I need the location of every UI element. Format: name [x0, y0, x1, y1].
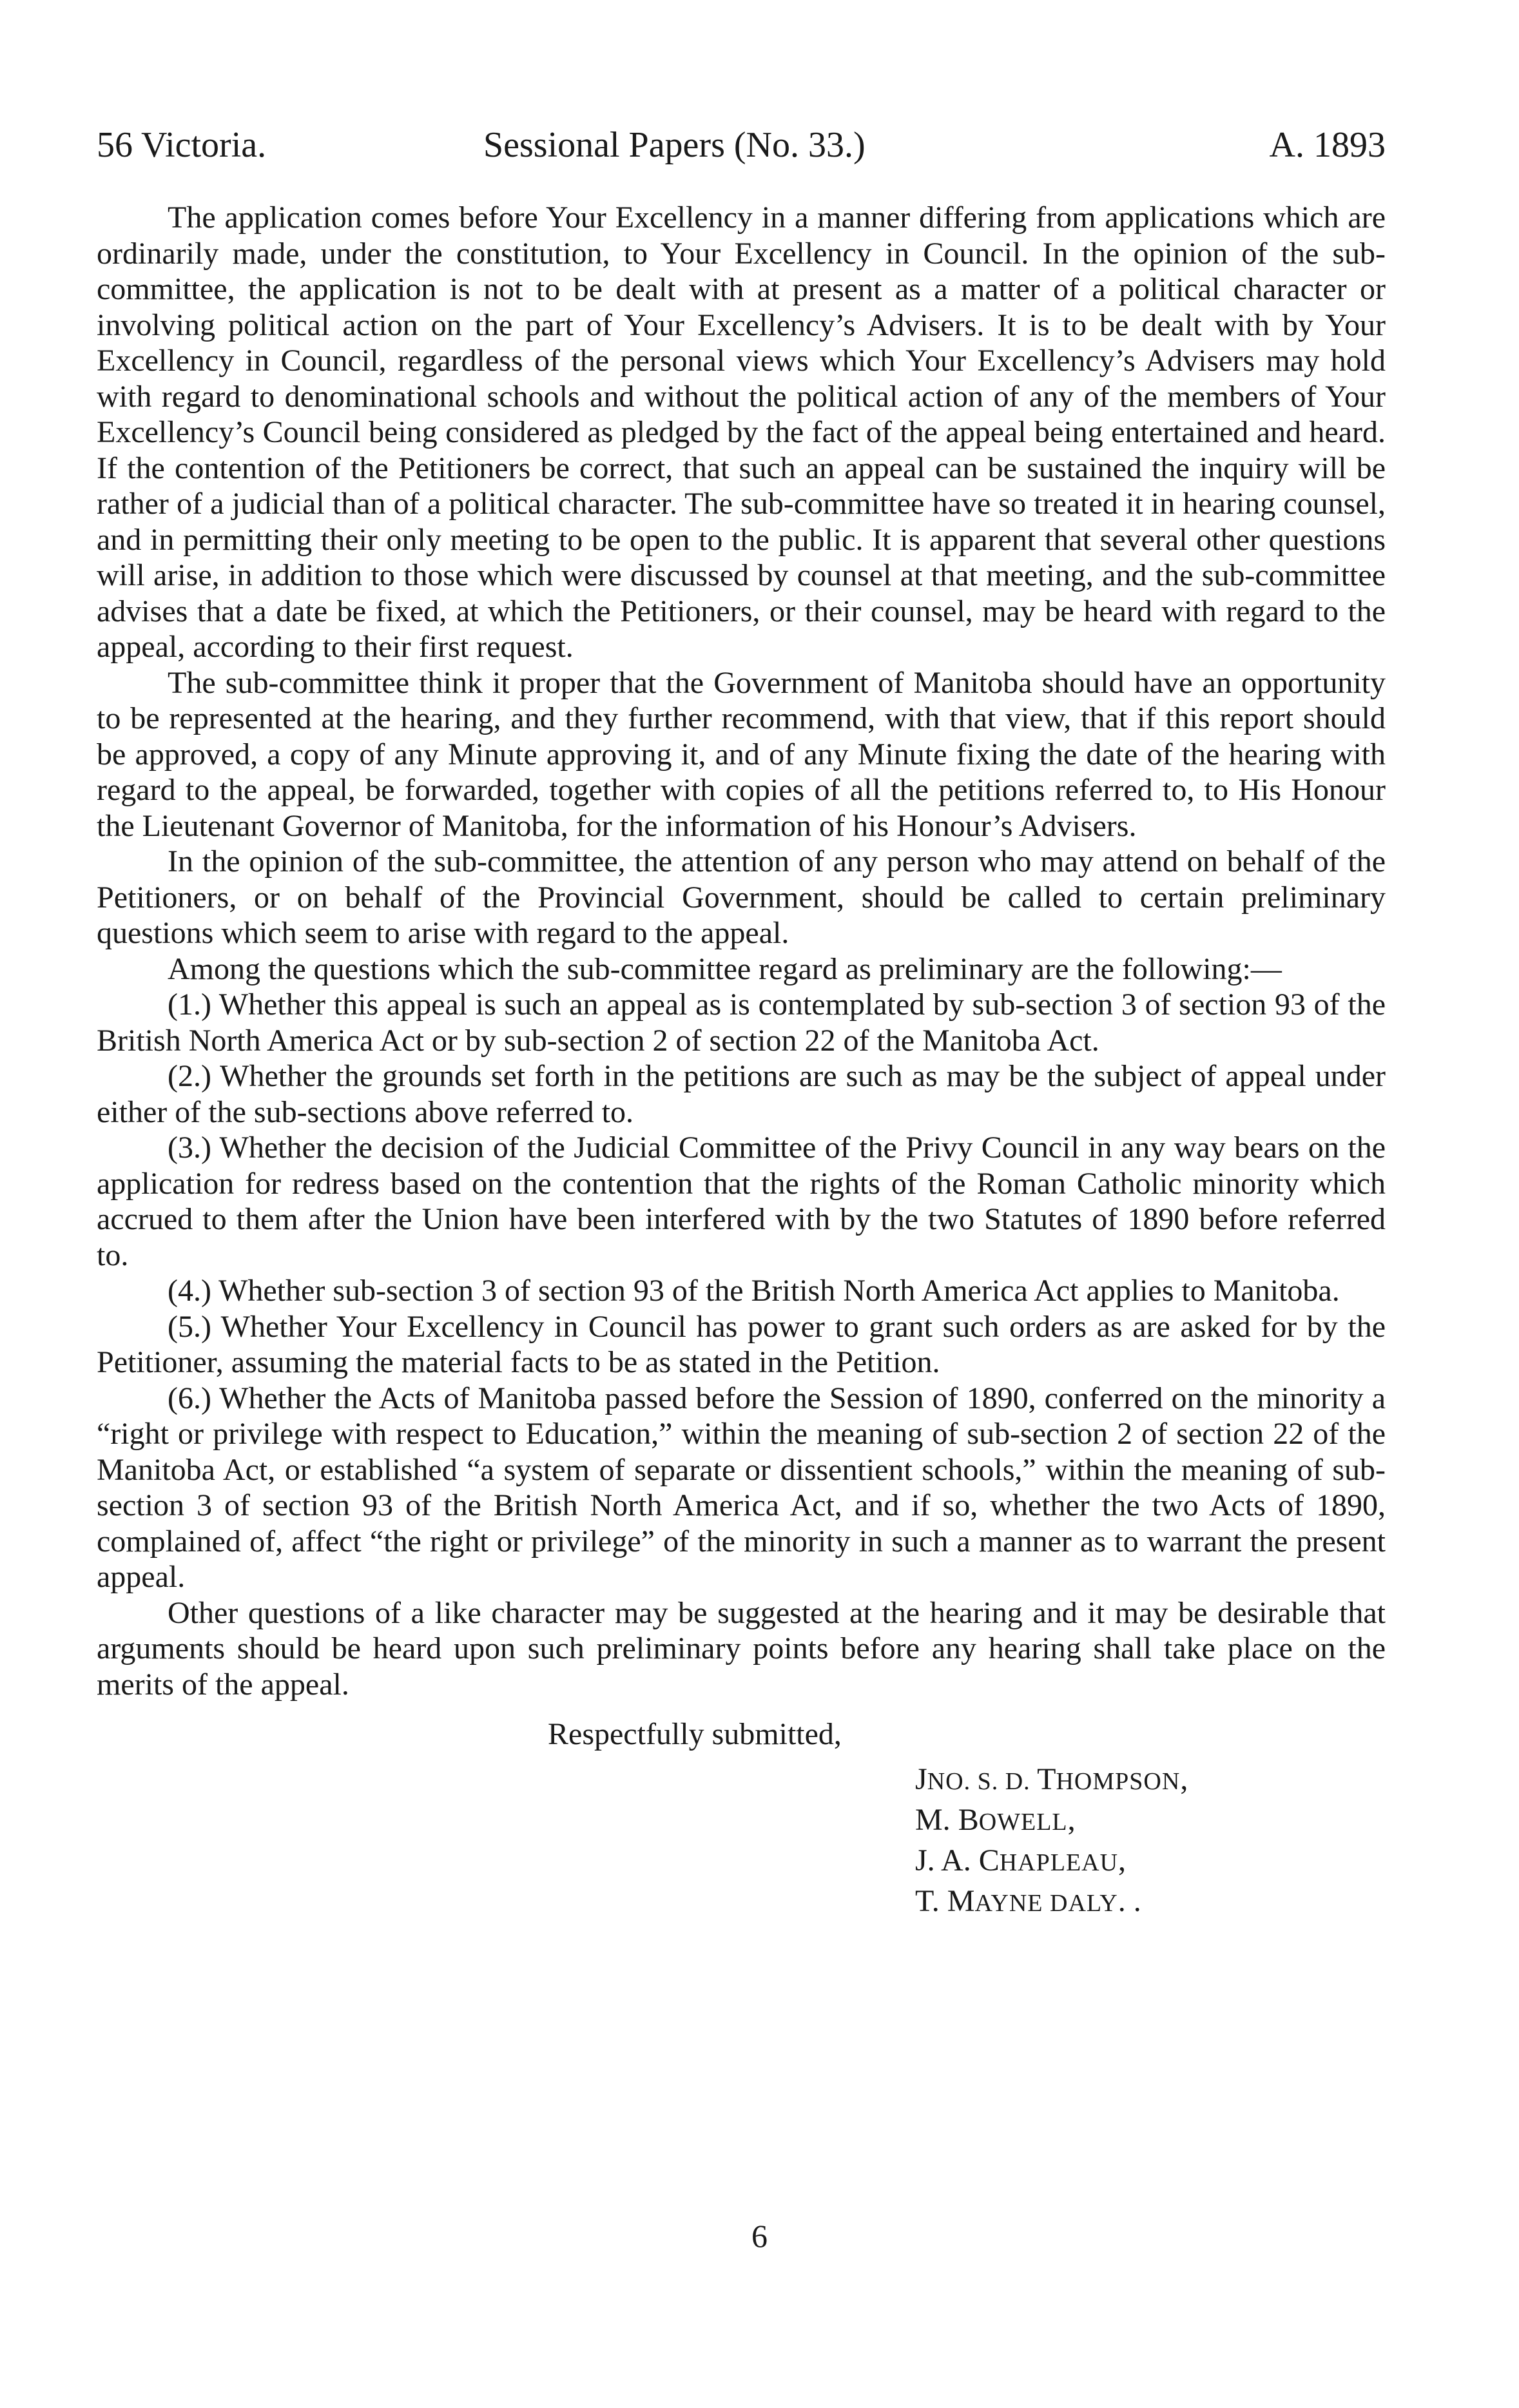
signatory: T. MAYNE DALY. .	[915, 1884, 1141, 1918]
closing-line: Respectfully submitted,	[548, 1717, 842, 1751]
question-item: (4.) Whether sub-section 3 of section 93 of the British North America Act applies to Manitoba.	[168, 1274, 1340, 1308]
question-item: (2.) Whether the grounds set forth in the petitions are such as may be the subject of appeal under either of the sub-sections above referred to.	[97, 1059, 1386, 1129]
question-item: (3.) Whether the decision of the Judicial Committee of the Privy Council in any way bears on the application for redress based on the contention that the rights of the Roman Catholic minority which accrued to them after the Union have been interfered with by the two Statutes of 1890 before referred to.	[97, 1131, 1386, 1272]
paragraph: The sub-committee think it proper that the Government of Manitoba should have an opportunity to be represented at the hearing, and they further recommend, with that view, that if this report should be approved, a copy of any Minute approving it, and of any Minute fixing the date of the hearing with regard to the appeal, be forwarded, together with copies of all the petitions referred to, to His Honour the Lieutenant Governor of Manitoba, for the information of his Honour’s Advisers.	[97, 665, 1386, 843]
paragraph: The application comes before Your Excellency in a manner differing from applications which are ordinarily made, under the constitution, to Your Excellency in Council. In the opinion of the sub-committee, the application is not to be dealt with at present as a matter of a political character or involving political action on the part of Your Excellency’s Advisers. It is to be dealt with by Your Excellency in Council, regardless of the personal views which Your Excellency’s Advisers may hold with regard to denominational schools and without the political action of any of the members of Your Excellency’s Council being considered as pledged by the fact of the appeal being entertained and heard. If the contention of the Petitioners be correct, that such an appeal can be sustained the inquiry will be rather of a judicial than of a political character. The sub-committee have so treated it in hearing counsel, and in permitting their only meeting to be open to the public. It is apparent that several other questions will arise, in addition to those which were discussed by counsel at that meeting, and the sub-committee advises that a date be fixed, at which the Petitioners, or their counsel, may be heard with regard to the appeal, according to their first request.	[97, 200, 1386, 664]
signatory: M. BOWELL,	[915, 1803, 1076, 1837]
question-item: (5.) Whether Your Excellency in Council has power to grant such orders as are asked for by the Petitioner, assuming the material facts to be as stated in the Petition.	[97, 1309, 1386, 1379]
running-head	[97, 122, 1386, 180]
document-page	[97, 122, 1386, 1923]
paragraph: Other questions of a like character may be suggested at the hearing and it may be desirable that arguments should be heard upon such preliminary points before any hearing shall take place on the merits of the appeal.	[97, 1595, 1386, 1702]
signatory: JNO. S. D. THOMPSON,	[915, 1762, 1188, 1796]
header-title: Sessional Papers (No. 33.)	[483, 125, 866, 165]
header-session: 56 Victoria.	[97, 125, 267, 165]
paragraph: Among the questions which the sub-committee regard as preliminary are the following:—	[168, 951, 1282, 986]
question-item: (6.) Whether the Acts of Manitoba passed before the Session of 1890, conferred on the minority a “right or privilege with respect to Education,” within the meaning of sub-section 2 of section 22 of the Manitoba Act, or established “a system of separate or dissentient schools,” within the meaning of sub-section 3 of section 93 of the British North America Act, and if so, whether the two Acts of 1890, complained of, affect “the right or privilege” of the minority in such a manner as to warrant the present appeal.	[97, 1381, 1386, 1594]
signatory: J. A. CHAPLEAU,	[915, 1843, 1127, 1878]
paragraph: In the opinion of the sub-committee, the attention of any person who may attend on behalf of the Petitioners, or on behalf of the Provincial Government, should be called to certain preliminary questions which seem to arise with regard to the appeal.	[97, 844, 1386, 950]
signature-block	[97, 1760, 1386, 1923]
page-number: 6	[751, 2218, 768, 2254]
header-year: A. 1893	[1269, 125, 1386, 165]
report-body	[97, 200, 1386, 1702]
question-item: (1.) Whether this appeal is such an appeal as is contemplated by sub-section 3 of section 93 of the British North America Act or by sub-section 2 of section 22 of the Manitoba Act.	[97, 987, 1386, 1058]
